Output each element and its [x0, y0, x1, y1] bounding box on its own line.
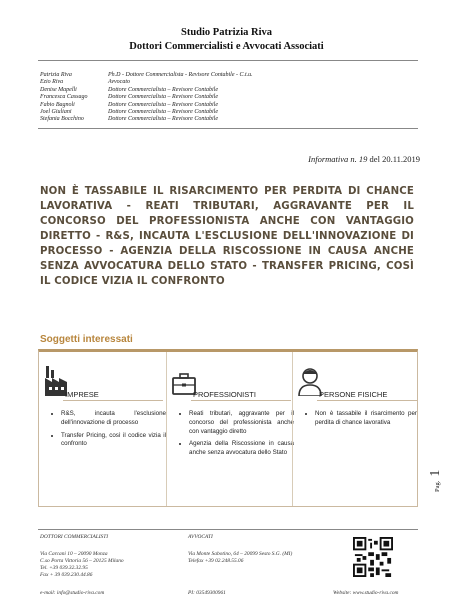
member-role: Dottore Commercialista – Revisore Contabile	[108, 116, 218, 123]
member-role: Ph.D - Dottore Commercialista - Revisore Contabile - C.t.u.	[108, 72, 253, 78]
persone-fisiche-list	[301, 410, 417, 432]
footer-left-title: DOTTORI COMMERCIALISTI	[40, 534, 109, 540]
page-label: Pag.	[434, 480, 441, 492]
member-name: Ezio Riva	[40, 79, 64, 86]
footer-email[interactable]: e-mail: info@studio-riva.com	[40, 590, 105, 596]
page-num: 1	[428, 469, 443, 477]
footer-website[interactable]: Website: www.studio-riva.com	[333, 590, 399, 596]
section-title: Soggetti interessati	[40, 334, 133, 345]
member-name: Francesca Cassago	[40, 94, 88, 101]
team-member	[40, 116, 253, 123]
informativa-date: 20.11.2019	[382, 154, 420, 164]
footer-address: C.so Porta Vittoria 56 – 20125 Milano	[40, 558, 124, 564]
footer-left	[40, 534, 124, 579]
footer-phone: Tel. +39 039.32.32.95	[40, 565, 88, 571]
informativa-number: 19	[358, 154, 368, 164]
member-name: Patrizia Riva	[40, 72, 72, 78]
team-member	[40, 94, 253, 101]
column-title-professionisti: PROFESSIONISTI	[191, 389, 291, 401]
informativa-prefix: Informativa n.	[308, 154, 357, 164]
footer-phone: Telefax +39 02.248.55.06	[188, 558, 244, 564]
imprese-list	[47, 410, 166, 453]
subjects-box	[38, 349, 418, 507]
document-title: NON È TASSABILE IL RISARCIMENTO PER PERDITA DI CHANCE LAVORATIVA - REATI TRIBUTARI, AGGRAVANTE PER IL CONCORSO DEL PROFESSIONISTA ANCHE CON VANTAGGIO DIRETTO - R&S, INCAUTA L'ESCLUSIONE DELL'INNOVAZIONE DI PROCESSO - AGENZIA DELLA RISCOSSIONE IN CAUSA ANCHE SENZA AVVOCATURA DELLO STATO - TRANSFER PRICING, COSÌ IL CODICE VIZIA IL CONFRONTO	[40, 186, 414, 287]
team-member	[40, 72, 253, 79]
list-item: • Agenzia della Riscossione in causa anche senza avvocatura dello Stato	[189, 440, 294, 458]
member-name: Stefania Bocchino	[40, 116, 84, 123]
team-member	[40, 79, 253, 86]
member-role: Avvocato	[108, 79, 130, 86]
footer-right	[188, 534, 292, 565]
list-item: • Transfer Pricing, così il codice vizia il confronto	[61, 432, 166, 450]
column-title-imprese: IMPRESE	[63, 389, 163, 401]
column-imprese	[39, 352, 166, 506]
qr-code-icon	[353, 537, 393, 577]
member-name: Denise Mapelli	[40, 86, 77, 93]
footer-vat: PI: 03549300961	[188, 590, 226, 596]
informativa-del: del	[369, 154, 380, 164]
footer-fax: Fax + 39 039.230.44.86	[40, 572, 93, 578]
team-divider	[38, 128, 418, 129]
list-item: • R&S, incauta l'esclusione dell'innovazione di processo	[61, 410, 166, 428]
team-member	[40, 102, 253, 109]
page-number	[426, 470, 444, 492]
member-role: Dottore Commercialista – Revisore Contabile	[108, 101, 218, 108]
studio-name: Studio Patrizia Riva	[181, 27, 272, 38]
footer-address: Via Monte Sabotino, 64 – 20099 Sesto S.G. (MI)	[188, 551, 293, 557]
column-persone-fisiche	[292, 352, 418, 506]
team-list	[40, 72, 253, 124]
list-item: • Reati tributari, aggravante per il concorso del professionista anche con vantaggio diretto	[189, 410, 294, 436]
footer-address: Via Carcani 10 – 20090 Monza	[40, 551, 108, 557]
footer-right-title: AVVOCATI	[188, 534, 213, 540]
list-item: • Non è tassabile il risarcimento per perdita di chance lavorativa	[315, 410, 417, 428]
header-divider	[38, 60, 418, 61]
informativa-line	[308, 154, 420, 164]
professionisti-list	[175, 410, 294, 462]
member-name: Fabio Bagnoli	[40, 101, 75, 108]
member-role: Dottore Commercialista – Revisore Contabile	[108, 94, 218, 101]
column-professionisti	[166, 352, 293, 506]
member-name: Joel Giuliani	[40, 108, 72, 115]
member-role: Dottore Commercialista – Revisore Contabile	[108, 86, 218, 93]
team-member	[40, 87, 253, 94]
studio-subtitle: Dottori Commercialisti e Avvocati Associati	[129, 41, 324, 52]
footer-divider	[38, 529, 418, 530]
column-title-persone-fisiche: PERSONE FISICHE	[317, 389, 417, 401]
member-role: Dottore Commercialista – Revisore Contabile	[108, 108, 218, 115]
